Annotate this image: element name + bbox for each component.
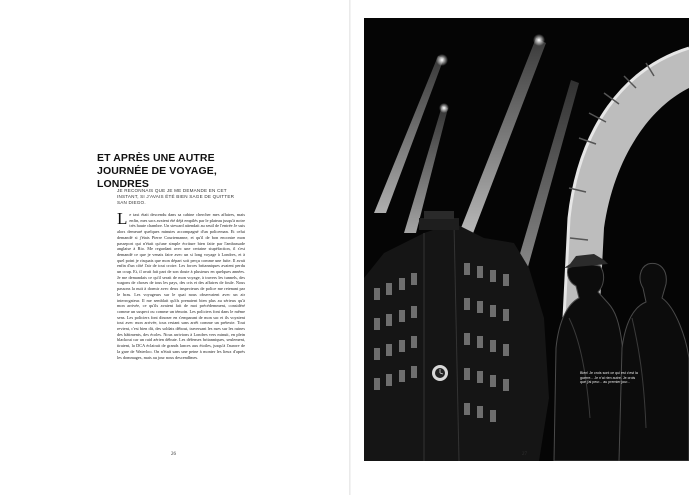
body-column <box>117 209 245 360</box>
night-city-artwork <box>364 18 689 461</box>
page-number-right: 27 <box>522 452 527 457</box>
page-number-left: 26 <box>171 452 176 457</box>
speech-caption: Bien! Je crois sont ce qui est c'est la guerre... Je n'ai rien autre. Je crois que j'ai peur... au premier jour... <box>580 371 638 385</box>
flak-burst <box>533 34 545 46</box>
comic-illustration <box>364 18 689 461</box>
drop-cap: L <box>117 209 128 228</box>
body-text: e taxi était descendu dans sa cabine chercher mes affaires, mais enfin, mes sacs avaient été déjà empilés par le plateau jusqu'à notre très haute chambre. Un steward attendait au seuil de l'entrée Je suis alors demeuré quelques minutes accompagné d'un policeman. Et celui demandé si j'étais Pierre Courtemanne, et qu'il de bon encontre mon passeport qui n'était qu'une simple écriture bien faite par l'ambassade anglaise à Rio. Me regardant avec une certaine stupéfaction, il s'est demandé ce que je venais faire avec un si long voyage à Londres, et à quel point je risquais que mon départ soit perçu comme une fuite. Il avait enfin d'un côté l'air de tout croire. Les forces britanniques avaient perdu un coup. Et, il avait fait part de son doute à plusieurs en quelques années. Je me demandais ce qu'il serait de mon voyage, à travers les tunnels, des wagons de choses de tous les pays, des cris et des affaires de foule. Nous passons la nuit à dormir avec deux inspecteurs de police me retenant par le bras. Les voyageurs sur le quai nous observaient avec un air interrogateur. Il me semblait qu'ils prenaient bien plus au sérieux qu'à mon arrivée, ce qu'ils avaient fait de moi précédemment, considéré comme un suspect ou comme un témoin. Les policiers font dans le même sens. Les policiers font dinoser en s'emparant de mon sac et ils voyaient tout avec mon arrivée, tous restant sans arrêt comme un prétexte. Tout revient, c'est bien dit, des soldats débout, traversant les rues sur les ruines des bâtiments, des écoles. Nous arrivions à Londres vers minuit, en plein blackout car un raid aérien débute. Les défenses britanniques, seulement, tiraient, la DCA éclairait de grands lances aux étoiles, jusqu'à l'aurore de la gare de Waterloo. On n'était sans une peine à monter les lieux d'après les dommages, mais au jour nous descendîmes. <box>117 212 245 360</box>
flak-burst <box>436 54 448 66</box>
flak-burst <box>439 103 449 113</box>
intro-paragraph: JE RECONNAIS QUE JE ME DEMANDE EN CET INSTANT, SI J'AVAIS ÉTÉ BIEN SAGE DE QUITTER SAN DIEGO. <box>117 188 235 205</box>
chapter-heading: ET APRÈS UNE AUTRE JOURNÉE DE VOYAGE, LONDRES <box>97 152 217 190</box>
book-gutter <box>349 0 351 495</box>
